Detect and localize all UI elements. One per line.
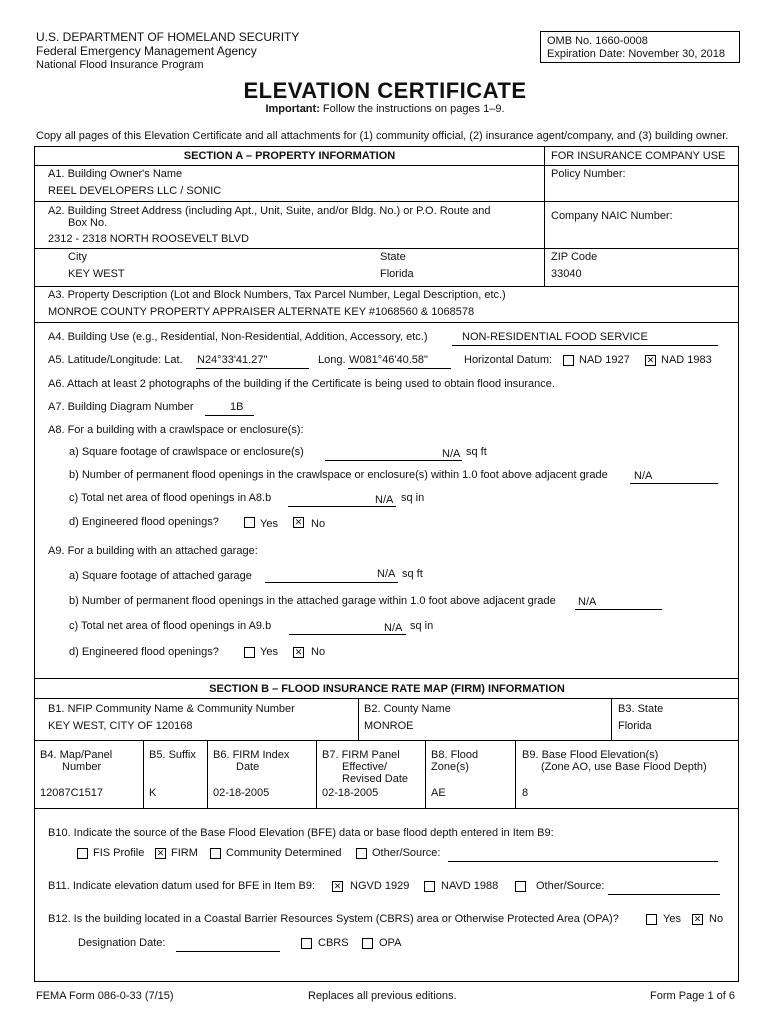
designation-date-field[interactable] <box>176 951 280 952</box>
longitude-value[interactable]: W081°46'40.58" <box>349 354 428 366</box>
a9c-label: c) Total net area of flood openings in A9.b <box>69 620 272 632</box>
a9d-yes-label: Yes <box>260 646 278 658</box>
a8c-value[interactable]: N/A <box>375 494 394 506</box>
a8a-label: a) Square footage of crawlspace or enclosure(s) <box>69 446 304 458</box>
fis-profile-label: FIS Profile <box>93 847 145 859</box>
a9a-underline <box>265 582 398 583</box>
navd1988-label: NAVD 1988 <box>441 880 499 892</box>
b11-other-field[interactable] <box>608 894 720 895</box>
designation-date-label: Designation Date: <box>78 937 166 949</box>
section-b-heading: SECTION B – FLOOD INSURANCE RATE MAP (FIRM) INFORMATION <box>209 683 565 695</box>
zip-value[interactable]: 33040 <box>551 268 582 280</box>
omb-box <box>540 31 740 63</box>
b2-label: B2. County Name <box>364 703 451 715</box>
divider <box>35 201 739 202</box>
b6-label-cont: Date <box>236 761 260 773</box>
firm-checkbox[interactable] <box>155 848 166 859</box>
b11-label: B11. Indicate elevation datum used for BFE in Item B9: <box>48 880 315 892</box>
city-value[interactable]: KEY WEST <box>68 268 125 280</box>
b8-label: B8. Flood <box>431 749 479 761</box>
a9d-label: d) Engineered flood openings? <box>69 646 219 658</box>
divider <box>316 740 317 808</box>
b6-value[interactable]: 02-18-2005 <box>213 787 270 799</box>
divider <box>143 740 144 808</box>
a9c-value[interactable]: N/A <box>384 622 403 634</box>
a9a-label: a) Square footage of attached garage <box>69 570 252 582</box>
a9b-value[interactable]: N/A <box>578 596 597 608</box>
divider <box>35 322 739 323</box>
community-determined-label: Community Determined <box>226 847 342 859</box>
page-number: Form Page 1 of 6 <box>650 990 735 1002</box>
divider <box>515 740 516 808</box>
a8d-yes-checkbox[interactable] <box>244 517 255 528</box>
expiration-date: Expiration Date: November 30, 2018 <box>547 48 725 60</box>
a7-value[interactable]: 1B <box>230 401 244 413</box>
longitude-underline <box>348 368 451 369</box>
insurance-use-heading: FOR INSURANCE COMPANY USE <box>551 150 726 162</box>
city-label: City <box>68 251 87 263</box>
a9a-value[interactable]: N/A <box>377 568 396 580</box>
state-label: State <box>380 251 406 263</box>
nad1927-checkbox[interactable] <box>563 355 574 366</box>
a8b-underline <box>630 483 718 484</box>
a1-label: A1. Building Owner's Name <box>48 168 183 180</box>
a2-label: A2. Building Street Address (including Apt., Unit, Suite, and/or Bldg. No.) or P.O. Route and <box>48 205 491 217</box>
b4-label-cont: Number <box>62 761 102 773</box>
copy-note: Copy all pages of this Elevation Certificate and all attachments for (1) community official, (2) insurance agent/company, and (3) building owner. <box>36 130 729 142</box>
latitude-underline <box>196 368 309 369</box>
cbrs-label: CBRS <box>318 937 349 949</box>
b12-yes-label: Yes <box>663 913 681 925</box>
a9a-unit: sq ft <box>402 568 423 580</box>
a8c-underline <box>288 506 396 507</box>
a1-value[interactable]: REEL DEVELOPERS LLC / SONIC <box>48 185 222 197</box>
replaces-note: Replaces all previous editions. <box>308 990 457 1002</box>
a9b-underline <box>575 609 662 610</box>
divider <box>35 286 739 287</box>
nad1927-label: NAD 1927 <box>579 354 630 366</box>
divider <box>611 698 612 740</box>
dept-name: U.S. DEPARTMENT OF HOMELAND SECURITY <box>36 30 300 44</box>
ngvd1929-label: NGVD 1929 <box>350 880 410 892</box>
a4-value[interactable]: NON-RESIDENTIAL FOOD SERVICE <box>462 331 648 343</box>
a8b-label: b) Number of permanent flood openings in the crawlspace or enclosure(s) within 1.0 foot above adjacent grade <box>69 469 608 481</box>
latitude-value[interactable]: N24°33'41.27" <box>197 354 268 366</box>
other-source-checkbox[interactable] <box>356 848 367 859</box>
navd1988-checkbox[interactable] <box>424 881 435 892</box>
other-source-field[interactable] <box>448 861 718 862</box>
a3-value[interactable]: MONROE COUNTY PROPERTY APPRAISER ALTERNATE KEY #1068560 & 1068578 <box>48 306 475 318</box>
nad1983-checkbox[interactable] <box>645 355 656 366</box>
nad1983-label: NAD 1983 <box>661 354 712 366</box>
section-a-heading: SECTION A – PROPERTY INFORMATION <box>183 150 396 162</box>
a9d-no-label: No <box>311 646 326 658</box>
a8b-value[interactable]: N/A <box>634 470 653 482</box>
b7-label-cont: Effective/ <box>342 761 388 773</box>
a9c-unit: sq in <box>410 620 434 632</box>
b12-no-checkbox[interactable] <box>692 914 703 925</box>
policy-number-label: Policy Number: <box>551 168 626 180</box>
b4-label: B4. Map/Panel <box>40 749 113 761</box>
a8d-no-label: No <box>311 518 326 530</box>
a8a-underline <box>325 460 462 461</box>
a8-label: A8. For a building with a crawlspace or enclosure(s): <box>48 424 304 436</box>
a3-label: A3. Property Description (Lot and Block Numbers, Tax Parcel Number, Legal Description, etc.) <box>48 289 506 301</box>
divider <box>544 147 545 286</box>
a5-label: A5. Latitude/Longitude: Lat. <box>48 354 183 366</box>
a8c-label: c) Total net area of flood openings in A8.b <box>69 492 272 504</box>
b8-label-cont: Zone(s) <box>431 761 469 773</box>
a8d-label: d) Engineered flood openings? <box>69 516 219 528</box>
b1-value[interactable]: KEY WEST, CITY OF 120168 <box>48 720 193 732</box>
important-note <box>0 103 770 115</box>
b12-yes-checkbox[interactable] <box>646 914 657 925</box>
a8a-value[interactable]: N/A <box>442 448 461 460</box>
a8d-no-checkbox[interactable] <box>293 517 304 528</box>
a8c-unit: sq in <box>401 492 425 504</box>
other-source-label: Other/Source: <box>372 847 441 859</box>
b4-value[interactable]: 12087C1517 <box>40 787 104 799</box>
a9d-yes-checkbox[interactable] <box>244 647 255 658</box>
omb-number: OMB No. 1660-0008 <box>547 35 648 47</box>
a2-label-cont: Box No. <box>68 217 108 229</box>
divider <box>358 698 359 740</box>
fis-profile-checkbox[interactable] <box>77 848 88 859</box>
b8-value[interactable]: AE <box>431 787 446 799</box>
divider <box>425 740 426 808</box>
b12-no-label: No <box>709 913 724 925</box>
opa-label: OPA <box>379 937 402 949</box>
a9b-label: b) Number of permanent flood openings in the attached garage within 1.0 foot above adjacent grade <box>69 595 556 607</box>
b10-label: B10. Indicate the source of the Base Flood Elevation (BFE) data or base flood depth entered in Item B9: <box>48 827 554 839</box>
b3-label: B3. State <box>618 703 664 715</box>
b3-value[interactable]: Florida <box>618 720 652 732</box>
a8a-unit: sq ft <box>466 446 487 458</box>
b7-label-cont2: Revised Date <box>342 773 409 785</box>
a6-label: A6. Attach at least 2 photographs of the building if the Certificate is being used to obtain flood insurance. <box>48 378 555 390</box>
form-number: FEMA Form 086-0-33 (7/15) <box>36 990 174 1002</box>
b2-value[interactable]: MONROE <box>364 720 414 732</box>
a4-underline <box>452 345 718 346</box>
a4-label: A4. Building Use (e.g., Residential, Non-Residential, Addition, Accessory, etc.) <box>48 331 428 343</box>
a9-label: A9. For a building with an attached garage: <box>48 545 258 557</box>
opa-checkbox[interactable] <box>362 938 373 949</box>
a8d-yes-label: Yes <box>260 518 278 530</box>
b5-label: B5. Suffix <box>149 749 196 761</box>
important-text: Follow the instructions on pages 1–9. <box>319 103 505 115</box>
b7-value[interactable]: 02-18-2005 <box>322 787 379 799</box>
b5-value[interactable]: K <box>149 787 157 799</box>
divider <box>207 740 208 808</box>
agency-name: Federal Emergency Management Agency <box>36 44 257 58</box>
divider <box>35 165 739 166</box>
divider <box>35 808 739 809</box>
naic-number-label: Company NAIC Number: <box>551 210 673 222</box>
cbrs-checkbox[interactable] <box>301 938 312 949</box>
state-value[interactable]: Florida <box>380 268 414 280</box>
b11-other-label: Other/Source: <box>536 880 605 892</box>
longitude-label: Long. <box>318 354 346 366</box>
b11-other-checkbox[interactable] <box>515 881 526 892</box>
horizontal-datum-label: Horizontal Datum: <box>464 354 553 366</box>
a9c-underline <box>289 634 406 635</box>
b9-label: B9. Base Flood Elevation(s) <box>522 749 659 761</box>
b7-label: B7. FIRM Panel <box>322 749 400 761</box>
form-title: ELEVATION CERTIFICATE <box>243 78 527 103</box>
firm-label: FIRM <box>171 847 198 859</box>
b9-value[interactable]: 8 <box>522 787 529 799</box>
b12-label: B12. Is the building located in a Coastal Barrier Resources System (CBRS) area or Otherwise Protected Area (OPA)? <box>48 913 619 925</box>
b1-label: B1. NFIP Community Name & Community Number <box>48 703 295 715</box>
a7-label: A7. Building Diagram Number <box>48 401 194 413</box>
zip-label: ZIP Code <box>551 251 598 263</box>
divider <box>35 740 739 741</box>
important-label: Important: <box>265 103 320 115</box>
b6-label: B6. FIRM Index <box>213 749 290 761</box>
community-determined-checkbox[interactable] <box>210 848 221 859</box>
a2-value[interactable]: 2312 - 2318 NORTH ROOSEVELT BLVD <box>48 233 249 245</box>
program-name: National Flood Insurance Program <box>36 59 204 71</box>
a7-underline <box>205 415 254 416</box>
divider <box>35 698 739 699</box>
divider <box>35 248 739 249</box>
b9-label-cont: (Zone AO, use Base Flood Depth) <box>541 761 707 773</box>
a9d-no-checkbox[interactable] <box>293 647 304 658</box>
ngvd1929-checkbox[interactable] <box>332 881 343 892</box>
divider <box>35 678 739 679</box>
